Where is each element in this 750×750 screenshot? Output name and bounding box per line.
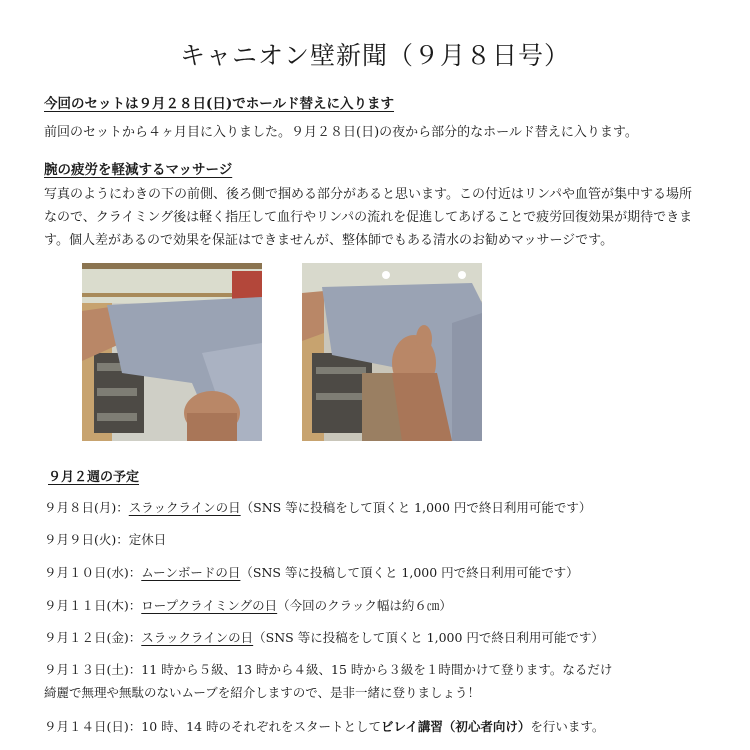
schedule-event: スラックラインの日	[128, 500, 241, 515]
schedule-date: ９月９日(火)：	[44, 532, 129, 547]
schedule-text: ９月１４日(日)：10 時、14 時のそれぞれをスタートとして	[44, 719, 382, 734]
schedule-item	[44, 498, 591, 516]
section2-heading: 腕の疲労を軽減するマッサージ	[44, 162, 233, 178]
schedule-date: ９月１１日(木)：	[44, 598, 142, 613]
schedule-note: （SNS 等に投稿をして頂くと 1,000 円で終日利用可能です）	[240, 500, 592, 515]
schedule-item	[44, 563, 579, 581]
schedule-note: （SNS 等に投稿して頂くと 1,000 円で終日利用可能です）	[240, 565, 579, 580]
page-title: キャニオン壁新聞（９月８日号）	[179, 41, 570, 70]
massage-photo-back	[302, 263, 482, 441]
schedule-heading: ９月２週の予定	[48, 470, 140, 485]
schedule-item	[44, 596, 452, 614]
schedule-note: （SNS 等に投稿をして頂くと 1,000 円で終日利用可能です）	[253, 630, 604, 645]
schedule-text: を行います。	[530, 719, 605, 734]
schedule-event: ロープクライミングの日	[141, 598, 278, 613]
schedule-item	[44, 717, 604, 735]
schedule-date: ９月１０日(水)：	[44, 565, 142, 580]
schedule-event-bold: ビレイ講習（初心者向け）	[381, 719, 531, 734]
schedule-item	[44, 530, 166, 548]
schedule-event: スラックラインの日	[141, 630, 254, 645]
section1-body: 前回のセットから４ヶ月目に入りました。９月２８日(日)の夜から部分的なホールド替えに入ります。	[44, 125, 638, 140]
schedule-item-13-line2: 綺麗で無理や無駄のないムーブを紹介しますので、是非一緒に登りましょう！	[44, 685, 481, 700]
schedule-event: ムーンボードの日	[141, 565, 241, 580]
schedule-date: ９月８日(月)：	[44, 500, 129, 515]
schedule-note: 定休日	[128, 532, 167, 547]
massage-photo-front	[82, 263, 262, 441]
schedule-item-13-line1: ９月１３日(土)：11 時から５級、13 時から４級、15 時から３級を１時間かけて登ります。なるだけ	[44, 662, 613, 677]
schedule-date: ９月１２日(金)：	[44, 630, 142, 645]
section2-body: 写真のようにわきの下の前側、後ろ側で掴める部分があると思います。この付近はリンパや血管が集中する場所なので、クライミング後は軽く指圧して血行やリンパの流れを促進してあげることで疲労回復効果が期待できます。個人差があるので効果を保証はできませんが、整体師でもある清水のお勧めマッサージです。	[44, 187, 693, 248]
schedule-item	[44, 628, 604, 646]
schedule-note: （今回のクラック幅は約６㎝）	[277, 598, 452, 613]
section1-heading: 今回のセットは９月２８日(日)でホールド替えに入ります	[44, 96, 395, 112]
